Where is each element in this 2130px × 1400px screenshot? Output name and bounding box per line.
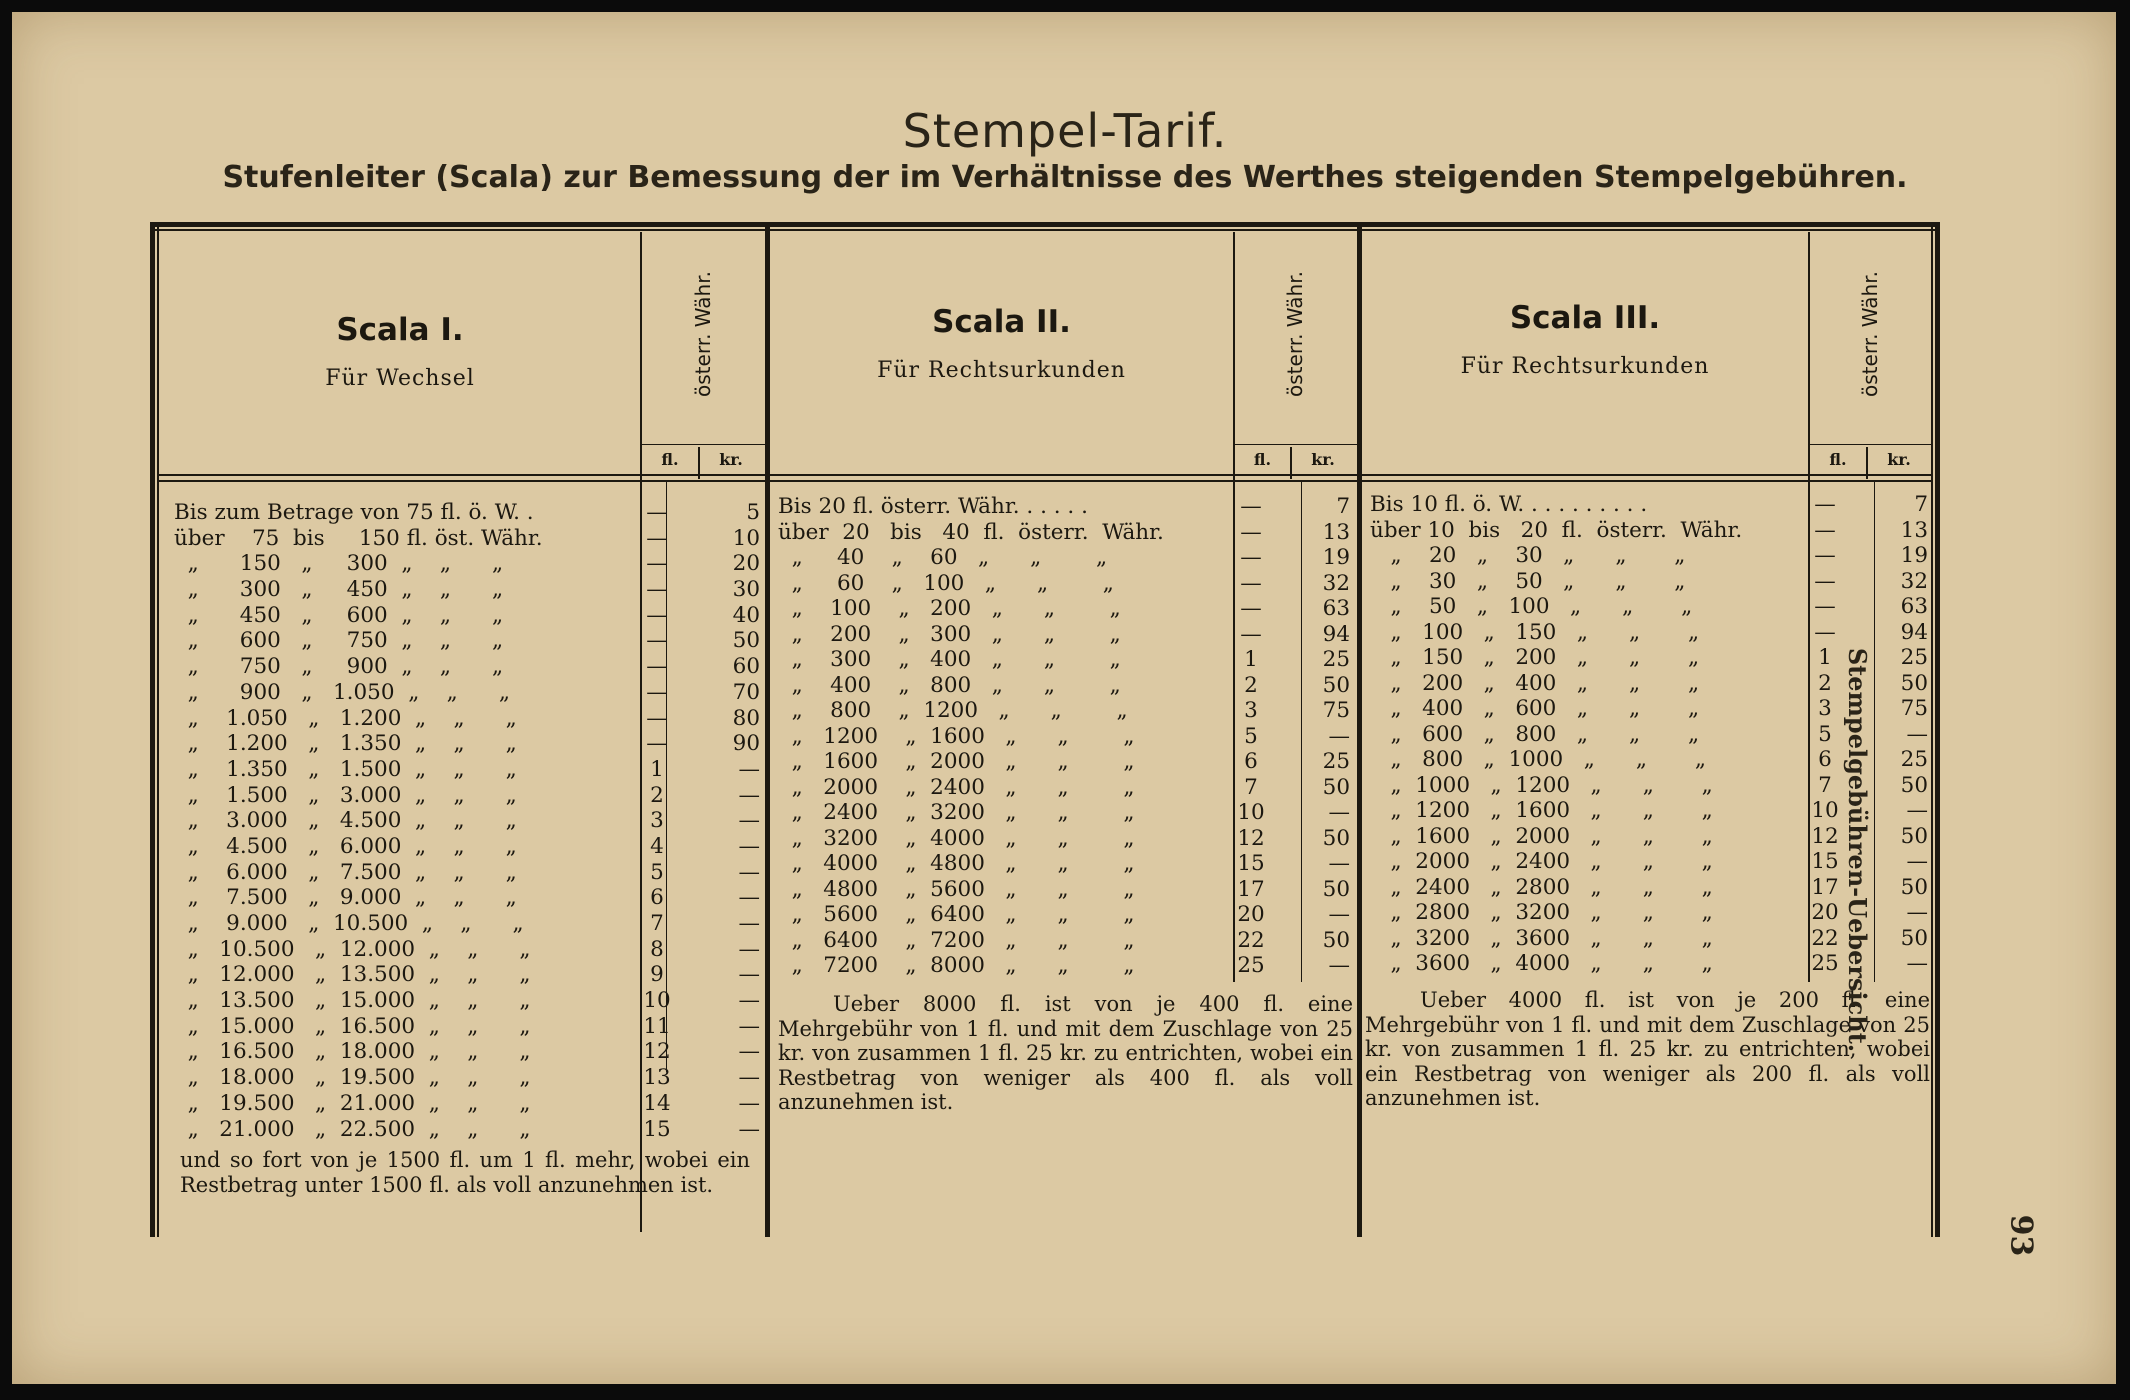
row-amount-range: „ 400 „ 800 „ „ „ [778,672,1121,698]
scala-3-note: Ueber 4000 fl. ist von je 200 fl. eine Mehrgebühr von 1 fl. und mit dem Zuschlage von 25 kr. von zusammen 1 fl. 25 kr. zu entrichten, wobei ein Restbetrag von weniger als 200 fl. als voll anzunehmen ist. [1365,988,1930,1110]
row-amount-range: „ 4000 „ 4800 „ „ „ [778,851,1135,876]
table-row [778,673,1356,699]
table-row [778,520,1356,546]
row-kr-value: — [738,756,760,782]
row-amount-range: „ 600 „ 800 „ „ „ [1370,721,1700,747]
row-fl-value: — [1240,494,1262,519]
row-amount-range: „ 3200 „ 4000 „ „ „ [778,825,1135,851]
unit-fl-label: fl. [661,450,679,469]
row-amount-range: „ 60 „ 100 „ „ „ [778,570,1114,596]
row-amount-range: „ 2800 „ 3200 „ „ „ [1370,900,1713,925]
table-row [174,937,764,963]
row-fl-value: — [1814,594,1836,619]
row-kr-value: 70 [732,679,760,705]
table-row [778,877,1356,903]
table-row [1370,518,1932,544]
row-fl-value: 25 [1237,953,1265,978]
row-amount-range: Bis 10 fl. ö. W. . . . . . . . . . [1370,492,1648,517]
row-kr-value: 75 [1900,696,1928,721]
unit-fl-label: fl. [1829,450,1847,469]
unit-row-rule [1808,444,1931,445]
row-fl-value: 20 [1811,900,1839,925]
table-row [1370,543,1932,569]
currency-label: österr. Währ. [691,271,715,397]
row-fl-value: — [1814,568,1836,594]
table-row [778,494,1356,520]
row-amount-range: „ 15.000 „ 16.500 „ „ „ [174,1013,531,1039]
row-fl-value: 1 [1244,647,1258,672]
row-fl-value: — [646,731,668,757]
table-row [174,962,764,988]
row-fl-value: 22 [1237,927,1265,953]
row-kr-value: 19 [1322,545,1350,570]
row-kr-value: — [738,833,760,859]
table-row [174,551,764,577]
row-fl-value: 22 [1811,925,1839,951]
row-amount-range: „ 100 „ 200 „ „ „ [778,596,1121,621]
row-fl-value: 2 [1244,672,1258,698]
table-row [778,953,1356,979]
row-fl-value: 2 [1818,670,1832,696]
row-fl-value: — [1814,492,1836,517]
row-kr-value: 50 [1322,825,1350,851]
row-kr-value: 50 [1322,927,1350,953]
row-amount-range: „ 1200 „ 1600 „ „ „ [1370,798,1713,823]
row-kr-value: 50 [1900,874,1928,900]
row-amount-range: „ 40 „ 60 „ „ „ [778,545,1108,570]
row-amount-range: „ 1.500 „ 3.000 „ „ „ [174,782,517,808]
page-number: 93 [2003,1214,2039,1257]
row-amount-range: „ 2400 „ 2800 „ „ „ [1370,874,1713,900]
row-fl-value: 3 [650,808,664,834]
row-amount-range: „ 20 „ 30 „ „ „ [1370,543,1686,568]
table-row [778,800,1356,826]
row-kr-value: — [738,1013,760,1039]
row-kr-value: — [1328,723,1350,749]
table-row [174,757,764,783]
row-kr-value: 50 [1900,772,1928,798]
table-row [174,1065,764,1091]
scala-2-description: Für Rechtsurkunden [877,358,1126,383]
table-row [174,680,764,706]
unit-fl-label: fl. [1253,450,1272,469]
row-fl-value: — [646,551,668,577]
row-fl-value: 6 [1818,747,1832,772]
row-kr-value: — [1328,902,1350,927]
row-kr-value: 20 [732,551,760,577]
row-fl-value: 9 [650,962,664,988]
row-kr-value: — [1328,800,1350,825]
row-amount-range: „ 50 „ 100 „ „ „ [1370,594,1693,619]
row-amount-range: „ 12.000 „ 13.500 „ „ „ [174,962,531,988]
row-kr-value: — [738,885,760,911]
page-title: Stempel-Tarif. [902,104,1228,158]
table-row [174,654,764,680]
row-fl-value: 17 [1811,874,1839,900]
scala-1-name: Scala I. [336,312,464,348]
table-row [174,783,764,809]
table-row [1370,492,1932,518]
row-fl-value: — [646,525,668,551]
row-kr-value: 63 [1900,594,1928,619]
table-row [174,500,764,526]
row-amount-range: „ 1200 „ 1600 „ „ „ [778,723,1135,749]
scala-3-header [1362,300,1808,379]
table-row [778,724,1356,750]
table-row [174,731,764,757]
table-row [778,928,1356,954]
table-row [778,698,1356,724]
row-fl-value: 15 [1811,849,1839,874]
row-amount-range: „ 9.000 „ 10.500 „ „ „ [174,911,524,936]
row-fl-value: 10 [1237,800,1265,825]
table-row [778,851,1356,877]
row-amount-range: „ 1600 „ 2000 „ „ „ [1370,823,1713,849]
page-subtitle: Stufenleiter (Scala) zur Bemessung der im Verhältnisse des Werthes steigenden Stempelgebühren. [222,160,1908,195]
row-kr-value: — [1328,953,1350,978]
row-amount-range: „ 16.500 „ 18.000 „ „ „ [174,1039,531,1065]
row-kr-value: 94 [1322,621,1350,647]
row-amount-range: „ 450 „ 600 „ „ „ [174,602,504,628]
row-kr-value: 94 [1900,619,1928,645]
row-amount-range: „ 30 „ 50 „ „ „ [1370,568,1686,594]
row-amount-range: Bis zum Betrage von 75 fl. ö. W. . [174,500,534,525]
row-amount-range: über 10 bis 20 fl. österr. Währ. [1370,517,1743,543]
row-amount-range: „ 1.200 „ 1.350 „ „ „ [174,731,517,757]
row-amount-range: „ 200 „ 400 „ „ „ [1370,670,1700,696]
row-kr-value: 25 [1322,749,1350,774]
row-amount-range: „ 7.500 „ 9.000 „ „ „ [174,885,517,911]
row-fl-value: 5 [1818,721,1832,747]
row-fl-value: 12 [1811,823,1839,849]
row-amount-range: „ 150 „ 300 „ „ „ [174,551,504,577]
row-fl-value: 20 [1237,902,1265,927]
row-fl-value: — [1814,517,1836,543]
scala-1-note: und so fort von je 1500 fl. um 1 fl. mehr, wobei ein Restbetrag unter 1500 fl. als voll anzunehmen ist. [180,1148,750,1197]
row-fl-value: 11 [643,1013,671,1039]
row-kr-value: 25 [1322,647,1350,672]
table-row [174,706,764,732]
row-amount-range: Bis 20 fl. österr. Währ. . . . . . [778,494,1088,519]
row-fl-value: 3 [1244,698,1258,723]
row-amount-range: „ 3600 „ 4000 „ „ „ [1370,951,1713,976]
row-fl-value: — [646,500,668,525]
row-fl-value: 5 [650,859,664,885]
row-fl-value: 8 [650,936,664,962]
table-row [174,860,764,886]
row-kr-value: — [1328,851,1350,876]
row-kr-value: 25 [1900,747,1928,772]
row-kr-value: 10 [732,525,760,551]
row-fl-value: 25 [1811,951,1839,976]
currency-label: österr. Währ. [1283,271,1307,397]
unit-row-rule [640,444,765,445]
row-fl-value: 5 [1244,723,1258,749]
row-amount-range: „ 2000 „ 2400 „ „ „ [1370,849,1713,874]
table-row [174,885,764,911]
table-frame-left [150,222,159,1237]
row-fl-value: 4 [650,833,664,859]
row-amount-range: „ 10.500 „ 12.000 „ „ „ [174,936,531,962]
row-amount-range: „ 13.500 „ 15.000 „ „ „ [174,988,531,1014]
row-kr-value: 13 [1322,519,1350,545]
row-kr-value: 7 [1914,492,1928,517]
row-kr-value: — [1906,721,1928,747]
row-fl-value: — [1240,621,1262,647]
row-amount-range: „ 400 „ 600 „ „ „ [1370,696,1700,721]
row-kr-value: 75 [1322,698,1350,723]
row-amount-range: über 20 bis 40 fl. österr. Währ. [778,519,1164,545]
row-fl-value: 3 [1818,696,1832,721]
row-fl-value: 6 [650,885,664,911]
row-amount-range: „ 1.050 „ 1.200 „ „ „ [174,705,517,731]
row-amount-range: „ 1000 „ 1200 „ „ „ [1370,772,1713,798]
table-row [174,1039,764,1065]
row-amount-range: „ 750 „ 900 „ „ „ [174,654,504,680]
row-fl-value: 1 [1818,645,1832,670]
row-amount-range: „ 7200 „ 8000 „ „ „ [778,953,1135,978]
row-kr-value: — [738,1039,760,1065]
row-fl-value: — [1814,543,1836,568]
row-kr-value: — [1906,900,1928,925]
row-fl-value: 10 [1811,798,1839,823]
row-kr-value: — [738,859,760,885]
row-amount-range: „ 800 „ 1200 „ „ „ [778,698,1128,723]
side-caption: Stempelgebühren-Uebersicht. [1843,647,1872,1053]
table-row [174,577,764,603]
row-fl-value: — [1240,519,1262,545]
table-row [174,988,764,1014]
table-row [174,603,764,629]
row-amount-range: „ 6400 „ 7200 „ „ „ [778,927,1135,953]
scala-2-note: Ueber 8000 fl. ist von je 400 fl. eine Mehrgebühr von 1 fl. und mit dem Zuschlage von 25 kr. von zusammen 1 fl. 25 kr. zu entrichten, wobei ein Restbetrag von weniger als 400 fl. als voll anzunehmen ist. [778,992,1353,1114]
row-kr-value: 30 [732,577,760,603]
row-amount-range: „ 6.000 „ 7.500 „ „ „ [174,859,517,885]
row-kr-value: 25 [1900,645,1928,670]
table-row [174,1014,764,1040]
row-kr-value: — [738,962,760,988]
row-kr-value: — [738,988,760,1014]
row-amount-range: „ 800 „ 1000 „ „ „ [1370,747,1706,772]
currency-label: österr. Währ. [1858,271,1882,397]
scala-3-description: Für Rechtsurkunden [1460,354,1710,379]
table-frame-top [150,222,1940,231]
row-kr-value: — [738,911,760,936]
row-fl-value: 7 [1818,772,1832,798]
row-kr-value: 5 [746,500,760,525]
table-row [778,545,1356,571]
row-amount-range: „ 1.350 „ 1.500 „ „ „ [174,756,517,782]
row-fl-value: — [646,679,668,705]
table-row [778,622,1356,648]
row-kr-value: 50 [1322,876,1350,902]
row-amount-range: über 75 bis 150 fl. öst. Währ. [174,525,543,551]
table-row [174,1091,764,1117]
row-kr-value: — [738,1090,760,1116]
row-kr-value: — [738,808,760,834]
row-amount-range: „ 100 „ 150 „ „ „ [1370,619,1700,645]
unit-kr-label: kr. [719,450,743,469]
scala-2-rows [778,494,1356,979]
row-amount-range: „ 21.000 „ 22.500 „ „ „ [174,1116,531,1142]
row-amount-range: „ 3.000 „ 4.500 „ „ „ [174,808,517,834]
table-frame-right [1931,222,1940,1237]
row-amount-range: „ 300 „ 400 „ „ „ [778,647,1121,672]
row-kr-value: 13 [1900,517,1928,543]
tariff-table [150,222,1940,1237]
row-amount-range: „ 18.000 „ 19.500 „ „ „ [174,1065,531,1091]
row-amount-range: „ 4.500 „ 6.000 „ „ „ [174,833,517,859]
row-amount-range: „ 3200 „ 3600 „ „ „ [1370,925,1713,951]
scala-1-header [160,312,640,391]
row-kr-value: 90 [732,731,760,757]
row-kr-value: — [738,782,760,808]
row-amount-range: „ 900 „ 1.050 „ „ „ [174,679,510,705]
scala-3-name: Scala III. [1509,300,1661,336]
header-rule [159,480,1931,482]
table-row [174,526,764,552]
row-amount-range: „ 2000 „ 2400 „ „ „ [778,774,1135,800]
table-row [778,826,1356,852]
row-fl-value: 14 [643,1090,671,1116]
row-kr-value: 32 [1900,568,1928,594]
row-amount-range: „ 300 „ 450 „ „ „ [174,577,504,603]
row-fl-value: 7 [1244,774,1258,800]
row-kr-value: — [1906,798,1928,823]
table-row [778,775,1356,801]
row-kr-value: — [738,1116,760,1142]
row-fl-value: 1 [650,756,664,782]
row-fl-value: — [1240,570,1262,596]
table-row [174,628,764,654]
row-amount-range: „ 1600 „ 2000 „ „ „ [778,749,1135,774]
row-fl-value: 13 [643,1065,671,1091]
unit-kr-label: kr. [1887,450,1911,469]
row-amount-range: „ 19.500 „ 21.000 „ „ „ [174,1090,531,1116]
row-fl-value: — [1240,545,1262,570]
row-fl-value: — [646,705,668,731]
table-row [174,1117,764,1143]
row-fl-value: 15 [643,1116,671,1142]
row-kr-value: — [1906,849,1928,874]
row-kr-value: 50 [732,628,760,654]
row-kr-value: 50 [1322,672,1350,698]
row-fl-value: — [1240,596,1262,621]
row-amount-range: „ 200 „ 300 „ „ „ [778,621,1121,647]
table-row [778,902,1356,928]
row-kr-value: 63 [1322,596,1350,621]
unit-kr-label: kr. [1311,450,1335,469]
table-row [778,647,1356,673]
scala-2-name: Scala II. [932,304,1071,340]
row-kr-value: 32 [1322,570,1350,596]
row-kr-value: — [1906,951,1928,976]
row-fl-value: 12 [1237,825,1265,851]
row-fl-value: 12 [643,1039,671,1065]
row-kr-value: 40 [732,602,760,628]
row-fl-value: 15 [1237,851,1265,876]
row-fl-value: — [646,577,668,603]
row-amount-range: „ 150 „ 200 „ „ „ [1370,645,1700,670]
row-kr-value: 50 [1900,925,1928,951]
table-row [174,911,764,937]
row-kr-value: 50 [1900,823,1928,849]
table-row [778,749,1356,775]
row-fl-value: 10 [643,988,671,1014]
row-kr-value: — [738,1065,760,1091]
row-fl-value: — [646,628,668,654]
row-amount-range: „ 5600 „ 6400 „ „ „ [778,902,1135,927]
row-kr-value: 7 [1336,494,1350,519]
row-fl-value: — [646,602,668,628]
row-amount-range: „ 2400 „ 3200 „ „ „ [778,800,1135,825]
row-fl-value: — [1814,619,1836,645]
scala-1-rows [174,500,764,1142]
row-fl-value: 17 [1237,876,1265,902]
row-fl-value: 2 [650,782,664,808]
table-row [778,596,1356,622]
table-row [778,571,1356,597]
scala-1-description: Für Wechsel [325,366,475,391]
row-kr-value: 50 [1322,774,1350,800]
row-fl-value: — [646,654,668,680]
row-kr-value: 19 [1900,543,1928,568]
row-fl-value: 7 [650,911,664,936]
unit-row-rule [1233,444,1357,445]
table-row [174,808,764,834]
table-row [174,834,764,860]
header-rule [159,474,1931,476]
row-kr-value: 60 [732,654,760,680]
row-fl-value: 6 [1244,749,1258,774]
scala-2-header [770,304,1233,383]
row-kr-value: 50 [1900,670,1928,696]
row-amount-range: „ 600 „ 750 „ „ „ [174,628,504,654]
row-kr-value: — [738,936,760,962]
row-amount-range: „ 4800 „ 5600 „ „ „ [778,876,1135,902]
row-kr-value: 80 [732,705,760,731]
